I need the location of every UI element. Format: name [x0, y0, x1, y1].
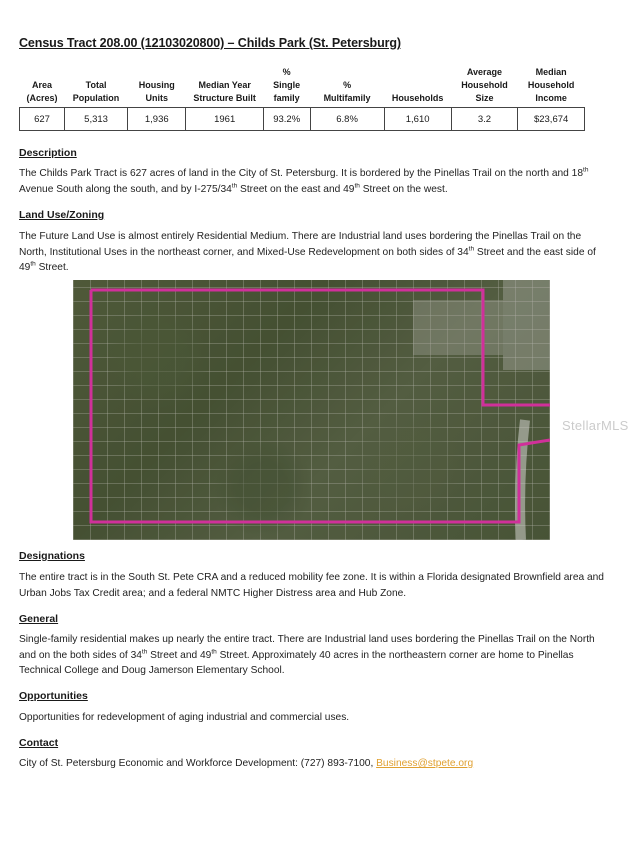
value-single-family: 93.2% — [263, 108, 310, 131]
opportunities-text: Opportunities for redevelopment of aging industrial and commercial uses. — [19, 712, 350, 723]
table-header-row — [20, 66, 585, 108]
contact-email-link[interactable]: Business@stpete.org — [376, 758, 474, 769]
header-median-year-built: Median Year Structure Built — [193, 80, 256, 103]
aerial-map-image — [73, 280, 550, 540]
value-housing-units: 1,936 — [128, 108, 186, 131]
value-median-year-built: 1961 — [186, 108, 263, 131]
value-median-income: $23,674 — [518, 108, 585, 131]
header-household-size: Average Household Size — [461, 67, 508, 103]
contact-heading: Contact — [19, 737, 59, 749]
general-heading: General — [19, 613, 59, 625]
header-single-family: % Single family — [273, 67, 301, 103]
header-median-income: Median Household Income — [527, 67, 575, 103]
header-households: Households — [391, 93, 444, 103]
general-text: Single-family residential makes up nearly the entire tract. There are Industrial land uses bordering the Pinellas Trail on the North and on the both sides of 34th Street and 49th Street. Approximately 40 acres in the northeastern corner are home to Pinellas Technical College and Doug Jamerson Elementary School. — [19, 634, 595, 676]
value-area: 627 — [20, 108, 65, 131]
watermark-text: StellarMLS — [562, 418, 629, 433]
contact-text: City of St. Petersburg Economic and Workforce Development: (727) 893-7100, Business@stpete.org — [19, 758, 474, 769]
value-total-population: 5,313 — [65, 108, 128, 131]
land-use-text: The Future Land Use is almost entirely Residential Medium. There are Industrial land uses bordering the Pinellas Trail on the North, Institutional Uses in the northeast corner, and Mixed-Use Redevelopment on both sides of 34th Street and the east side of 49th Street. — [19, 231, 596, 273]
table-row — [20, 108, 585, 131]
description-heading: Description — [19, 147, 77, 159]
tract-boundary-overlay — [73, 280, 550, 540]
document-title: Census Tract 208.00 (12103020800) – Childs Park (St. Petersburg) — [19, 36, 401, 50]
value-multifamily: 6.8% — [310, 108, 384, 131]
header-area: Area (Acres) — [26, 80, 58, 103]
value-household-size: 3.2 — [451, 108, 518, 131]
header-housing-units: Housing Units — [138, 80, 175, 103]
designations-text: The entire tract is in the South St. Pete CRA and a reduced mobility fee zone. It is within a Florida designated Brownfield area and Urban Jobs Tax Credit area; and a federal NMTC Higher Distress area and Hub Zone. — [19, 572, 604, 599]
land-use-heading: Land Use/Zoning — [19, 209, 105, 221]
tract-stats-table — [19, 66, 585, 131]
value-households: 1,610 — [384, 108, 451, 131]
designations-heading: Designations — [19, 550, 85, 562]
header-total-population: Total Population — [72, 80, 120, 103]
opportunities-heading: Opportunities — [19, 690, 88, 702]
header-multifamily: % Multifamily — [323, 80, 371, 103]
description-text: The Childs Park Tract is 627 acres of land in the City of St. Petersburg. It is bordered by the Pinellas Trail on the north and 18th Avenue South along the south, and by I-275/34th Street on the east and 49th Street on the west. — [19, 166, 589, 195]
